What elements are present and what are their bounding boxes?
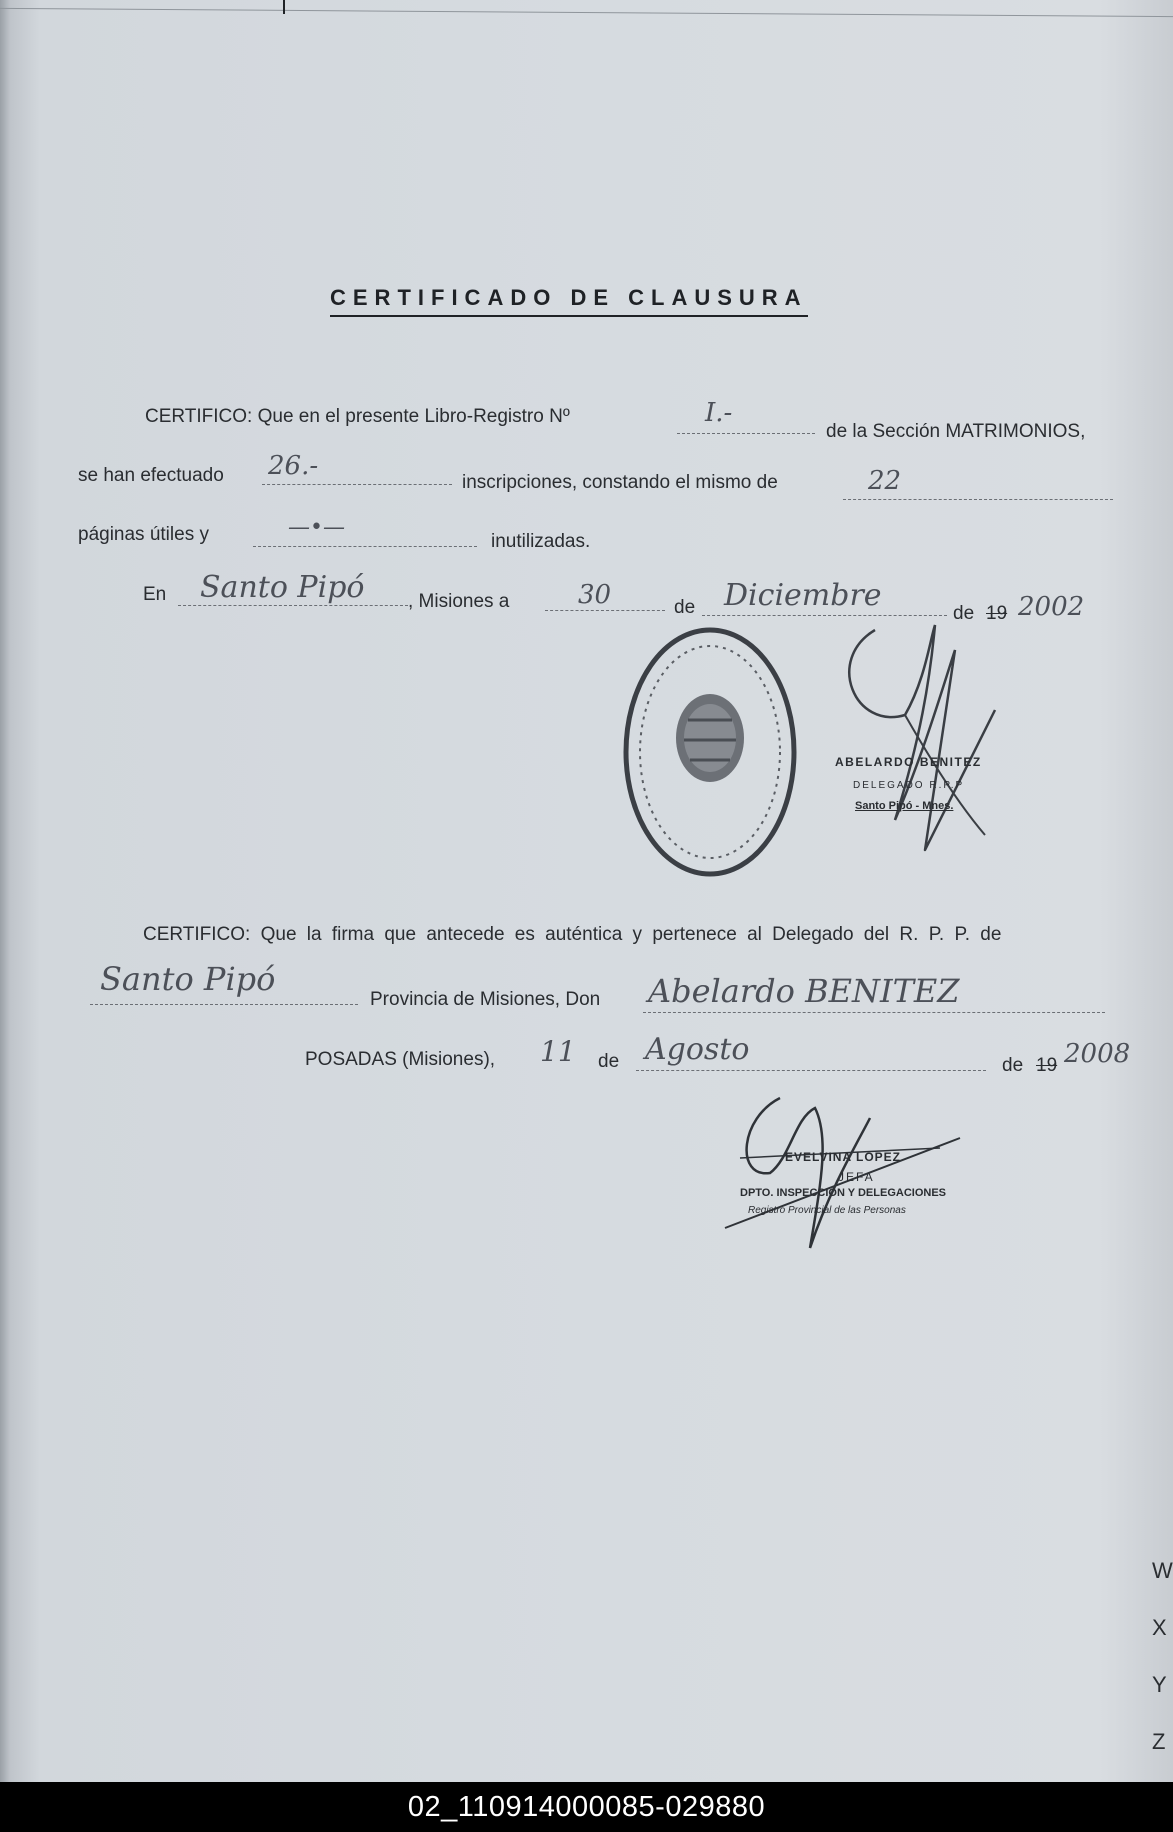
p2-place: Santo Pipó [100, 960, 276, 998]
stamp2-line3: DPTO. INSPECCION Y DELEGACIONES [740, 1187, 946, 1199]
document-title: CERTIFICADO DE CLAUSURA [330, 285, 808, 317]
file-id-bar [0, 1782, 1173, 1832]
p2-place-blank [90, 1004, 358, 1005]
stamp2-line4: Registro Provincial de las Personas [748, 1205, 906, 1216]
stamp2-line2: JEFA [838, 1170, 875, 1184]
p1-place-blank [178, 605, 408, 606]
p1-pages: 22 [868, 466, 902, 496]
p2-de2: de [1002, 1055, 1024, 1076]
p1-place: Santo Pipó [200, 570, 365, 605]
p1-month: Diciembre [724, 578, 882, 613]
p1-line1-prefix: CERTIFICO: Que en el presente Libro-Registro Nº [145, 406, 570, 427]
p1-month-blank [702, 615, 947, 616]
p1-line3-prefix: páginas útiles y [78, 524, 209, 545]
margin-letter-x: X [1152, 1615, 1167, 1640]
p1-book-number: I.- [705, 398, 733, 428]
margin-letter-w: W [1152, 1558, 1173, 1583]
p2-line1: CERTIFICO: Que la firma que antecede es auténtica y pertenece al Delegado del R. P. P. de [143, 924, 1002, 945]
p2-name: Abelardo BENITEZ [648, 972, 960, 1010]
p1-unused-pages: —•— [288, 515, 345, 540]
p1-day-blank [545, 610, 665, 611]
stamp2-line1: EVELVINA LOPEZ [785, 1150, 902, 1164]
p1-line3-suffix: inutilizadas. [491, 531, 591, 552]
p1-place-prefix: En [143, 584, 167, 605]
p2-day: 11 [540, 1035, 576, 1068]
p1-inscriptions: 26.- [268, 451, 319, 481]
p1-line2-middle: inscripciones, constando el mismo de [462, 472, 778, 493]
top-rule [0, 8, 1173, 17]
p1-book-number-blank [677, 433, 815, 434]
stamp1-line2: DELEGADO R.P.P [853, 780, 965, 791]
p1-de2: de [953, 603, 975, 624]
p2-line2-middle: Provincia de Misiones, Don [370, 989, 601, 1010]
p2-year: 2008 [1064, 1039, 1131, 1069]
file-id-label: 02_110914000085-029880 [407, 1791, 766, 1823]
signature-1-scribble [835, 620, 1015, 870]
p1-place-suffix: , Misiones a [408, 591, 510, 612]
p1-de1: de [674, 597, 696, 618]
p2-year-struck: 19 [1036, 1055, 1058, 1076]
p2-month: Agosto [645, 1032, 750, 1067]
p2-name-blank [643, 1012, 1105, 1013]
p1-line1-suffix: de la Sección MATRIMONIOS, [826, 421, 1086, 442]
p2-de1: de [598, 1051, 620, 1072]
p1-inscriptions-blank [262, 484, 452, 485]
p1-year: 2002 [1018, 592, 1085, 622]
p2-month-blank [636, 1070, 986, 1071]
margin-letter-z: Z [1152, 1729, 1166, 1754]
round-seal-1 [610, 620, 810, 885]
p1-line2-prefix: se han efectuado [78, 465, 224, 486]
signature-2-scribble [720, 1078, 970, 1258]
p1-pages-blank [843, 499, 1113, 500]
p1-day: 30 [578, 580, 612, 610]
stamp1-line3: Santo Pipó - Mnes. [855, 800, 954, 812]
p2-city-prefix: POSADAS (Misiones), [305, 1049, 496, 1070]
stamp1-line1: ABELARDO BENITEZ [835, 755, 982, 769]
p1-year-struck: 19 [986, 603, 1008, 624]
top-tick-mark [283, 0, 285, 14]
p1-unused-blank [253, 546, 477, 547]
margin-letter-y: Y [1152, 1672, 1167, 1697]
